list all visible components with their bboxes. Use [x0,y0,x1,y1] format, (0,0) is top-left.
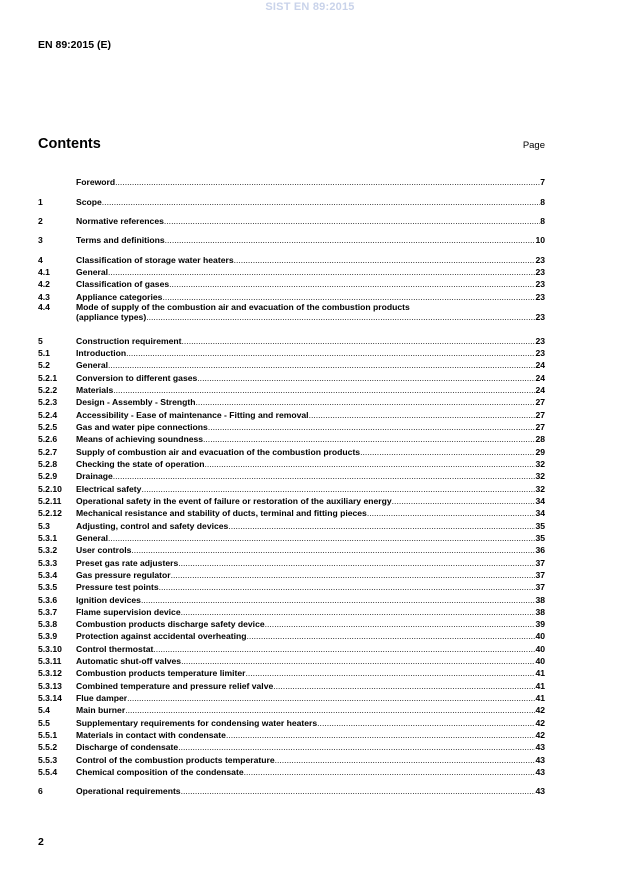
toc-entry[interactable] [38,617,545,629]
toc-leader-dots [181,786,536,796]
toc-entry[interactable] [38,444,545,456]
toc-entry-number: 5.2.6 [38,434,58,445]
toc-entry-number: 2 [38,215,43,226]
toc-entry-page: 42 [535,717,545,728]
page-number: 2 [38,836,44,848]
toc-entry[interactable] [38,494,545,506]
toc-entry-page: 23 [535,266,545,277]
toc-leader-dots [197,373,535,383]
toc-entry-page: 23 [535,347,545,358]
toc-entry-title: Chemical composition of the condensate [76,767,244,778]
toc-leader-dots [203,434,535,444]
toc-entry-page: 23 [535,291,545,302]
toc-leader-dots [141,484,535,494]
toc-entry-title: Classification of gases [76,279,170,290]
toc-leader-dots [317,718,535,728]
toc-leader-dots [204,459,535,469]
toc-leader-dots [113,471,536,481]
toc-entry-page: 42 [535,705,545,716]
toc-entry[interactable] [38,543,545,555]
toc-entry-title: Normative references [76,215,164,226]
toc-leader-dots [108,267,535,277]
toc-leader-dots [141,595,535,605]
toc-entry-page: 37 [535,582,545,593]
toc-entry-number: 5.3.13 [38,680,62,691]
toc-entry[interactable] [38,678,545,690]
toc-entry-number: 4.4 [38,301,50,312]
toc-leader-dots [115,177,540,187]
toc-leader-dots [226,730,535,740]
toc-entry-title: Conversion to different gases [76,372,198,383]
toc-entry-number: 5 [38,335,43,346]
toc-entry[interactable] [38,265,545,277]
toc-entry[interactable] [38,531,545,543]
toc-leader-dots [153,644,535,654]
toc-entry-number: 5.5 [38,717,50,728]
toc-entry-title: Combustion products temperature limiter [76,668,246,679]
toc-leader-dots [178,558,535,568]
toc-entry-number: 6 [38,786,43,797]
toc-entry-page: 32 [535,458,545,469]
toc-entry[interactable] [38,277,545,289]
toc-entry-number: 4.3 [38,291,50,302]
toc-entry-number: 5.3 [38,520,50,531]
toc-entry[interactable] [38,715,545,727]
toc-entry[interactable] [38,592,545,604]
toc-entry[interactable] [38,469,545,481]
toc-entry[interactable] [38,728,545,740]
toc-entry-title: Supply of combustion air and evacuation of the combustion products [76,446,361,457]
toc-entry[interactable] [38,752,545,764]
toc-leader-dots [127,693,535,703]
toc-entry-number: 5.5.3 [38,754,58,765]
toc-entry-page: 41 [535,680,545,691]
toc-entry[interactable] [38,333,545,345]
toc-entry[interactable] [38,518,545,530]
toc-entry[interactable] [38,214,545,226]
document-id: EN 89:2015 (E) [38,39,111,51]
toc-leader-dots [234,255,536,265]
toc-leader-dots [309,410,536,420]
toc-entry-title: Control of the combustion products temperature [76,754,275,765]
toc-entry[interactable] [38,605,545,617]
toc-entry[interactable] [38,289,545,301]
toc-entry-number: 5.5.1 [38,730,58,741]
toc-leader-dots [196,397,536,407]
toc-entry-number: 1 [38,196,43,207]
toc-entry-number: 5.3.10 [38,643,62,654]
toc-entry-number: 4.2 [38,279,50,290]
toc-entry-title: Checking the state of operation [76,458,205,469]
toc-entry-number: 5.3.5 [38,582,58,593]
toc-leader-dots [182,336,536,346]
toc-entry-page: 23 [535,254,545,265]
toc-entry-number: 5.2.12 [38,508,62,519]
toc-entry-title: User controls [76,545,132,556]
toc-entry-title: Gas and water pipe connections [76,421,208,432]
toc-entry[interactable] [38,252,545,264]
toc-entry[interactable] [38,175,545,187]
toc-entry-title: Terms and definitions [76,235,165,246]
toc-entry-page: 32 [535,483,545,494]
toc-entry-page: 10 [535,235,545,246]
toc-leader-dots [275,755,536,765]
toc-entry-title: Pressure test points [76,582,159,593]
toc-entry-number: 5.5.4 [38,767,58,778]
toc-entry-title: Supplementary requirements for condensing water heaters [76,717,318,728]
toc-entry[interactable] [38,432,545,444]
toc-entry-page: 36 [535,545,545,556]
toc-entry-page: 32 [535,471,545,482]
toc-entry-title: Control thermostat [76,643,154,654]
toc-entry-number: 5.3.3 [38,557,58,568]
toc-entry-number: 5.2.4 [38,409,58,420]
toc-entry-number: 5.4 [38,705,50,716]
toc-entry-title: Introduction [76,347,127,358]
toc-leader-dots [165,235,536,245]
toc-leader-dots [208,422,536,432]
toc-entry-title: Appliance categories [76,291,163,302]
toc-entry-number: 5.3.7 [38,606,58,617]
toc-leader-dots [367,508,536,518]
toc-leader-dots [113,385,535,395]
toc-leader-dots [146,312,535,322]
toc-leader-dots [265,619,536,629]
toc-entry-title: Materials in contact with condensate [76,730,226,741]
toc-leader-dots [246,668,536,678]
toc-entry-page: 40 [535,656,545,667]
toc-entry-number: 5.2.9 [38,471,58,482]
toc-entry[interactable] [38,703,545,715]
toc-entry-title: Construction requirement [76,335,182,346]
toc-entry-page: 37 [535,557,545,568]
toc-leader-dots [392,496,536,506]
toc-entry-title: Drainage [76,471,113,482]
toc-entry-number: 5.3.9 [38,631,58,642]
toc-entry-page: 43 [535,742,545,753]
toc-entry[interactable] [38,691,545,703]
toc-entry-number: 5.3.1 [38,532,58,543]
toc-entry[interactable] [38,641,545,653]
toc-entry-page: 28 [535,434,545,445]
toc-entry-title: Materials [76,384,114,395]
toc-entry-page: 27 [535,397,545,408]
toc-entry-page: 23 [535,311,545,322]
toc-entry-page: 39 [535,619,545,630]
toc-entry-number: 5.2.5 [38,421,58,432]
toc-entry-page: 41 [535,668,545,679]
toc-entry-page: 7 [540,177,545,188]
toc-entry-title: Preset gas rate adjusters [76,557,179,568]
toc-entry-title-continuation: (appliance types) [76,311,147,322]
toc-leader-dots [162,292,535,302]
toc-leader-dots [108,533,535,543]
toc-entry-page: 42 [535,730,545,741]
toc-entry-number: 5.3.14 [38,693,62,704]
toc-leader-dots [247,631,536,641]
toc-entry-page: 40 [535,631,545,642]
toc-entry-number: 3 [38,235,43,246]
toc-entry-number: 5.2.7 [38,446,58,457]
toc-entry[interactable] [38,740,545,752]
toc-entry-title: Gas pressure regulator [76,569,171,580]
toc-leader-dots [102,197,540,207]
toc-entry-title: Accessibility - Ease of maintenance - Fitting and removal [76,409,309,420]
toc-leader-dots [360,447,535,457]
toc-entry-title: General [76,532,109,543]
toc-entry-page: 43 [535,754,545,765]
toc-entry[interactable] [38,302,545,327]
toc-entry-number: 5.1 [38,347,50,358]
toc-entry-title: Design - Assembly - Strength [76,397,196,408]
toc-entry-number: 5.3.12 [38,668,62,679]
toc-entry-number: 5.2.10 [38,483,62,494]
toc-entry-title: Combined temperature and pressure relief valve [76,680,274,691]
toc-entry[interactable] [38,481,545,493]
toc-entry[interactable] [38,358,545,370]
toc-entry[interactable] [38,555,545,567]
toc-entry[interactable] [38,457,545,469]
toc-leader-dots [108,360,535,370]
toc-entry[interactable] [38,784,545,796]
toc-entry-page: 24 [535,360,545,371]
page-column-label: Page [522,140,545,151]
toc-entry-title: Flue damper [76,693,128,704]
toc-leader-dots [181,607,536,617]
toc-entry-title: Mechanical resistance and stability of ducts, terminal and fitting pieces [76,508,367,519]
toc-entry-title: Foreword [76,177,116,188]
toc-entry-title: Adjusting, control and safety devices [76,520,229,531]
toc-leader-dots [131,545,535,555]
toc-leader-dots [181,656,535,666]
toc-entry[interactable] [38,383,545,395]
toc-leader-dots [228,521,535,531]
toc-entry-page: 8 [540,196,545,207]
toc-entry[interactable] [38,194,545,206]
toc-entry[interactable] [38,580,545,592]
toc-leader-dots [273,681,535,691]
toc-entry-number: 5.3.2 [38,545,58,556]
toc-entry[interactable] [38,654,545,666]
toc-entry-title: Classification of storage water heaters [76,254,234,265]
toc-entry-number: 4.1 [38,266,50,277]
toc-entry-title: Flame supervision device [76,606,181,617]
toc-entry-page: 27 [535,421,545,432]
toc-entry-number: 5.2.3 [38,397,58,408]
toc-entry[interactable] [38,568,545,580]
toc-entry-page: 34 [535,508,545,519]
toc-entry-page: 40 [535,643,545,654]
toc-entry-number: 5.3.4 [38,569,58,580]
toc-entry-title: Protection against accidental overheating [76,631,247,642]
toc-entry-page: 8 [540,215,545,226]
toc-entry[interactable] [38,420,545,432]
toc-entry-number: 5.2.8 [38,458,58,469]
toc-entry-page: 37 [535,569,545,580]
toc-entry-number: 5.2.2 [38,384,58,395]
toc-leader-dots [159,582,536,592]
toc-entry[interactable] [38,629,545,641]
toc-entry[interactable] [38,666,545,678]
toc-entry[interactable] [38,765,545,777]
toc-entry-page: 34 [535,495,545,506]
toc-entry-page: 29 [535,446,545,457]
toc-entry-page: 23 [535,335,545,346]
toc-entry-title: Automatic shut-off valves [76,656,182,667]
toc-entry[interactable] [38,395,545,407]
toc-entry-title: Main burner [76,705,126,716]
toc-entry-number: 5.5.2 [38,742,58,753]
toc-entry-page: 27 [535,409,545,420]
toc-entry-title: Combustion products discharge safety device [76,619,265,630]
toc-entry-title: Operational requirements [76,786,181,797]
toc-entry-page: 38 [535,606,545,617]
toc-entry-number: 5.2.11 [38,495,62,506]
table-of-contents [38,175,545,796]
toc-leader-dots [244,767,536,777]
toc-entry-title: Discharge of condensate [76,742,179,753]
toc-entry[interactable] [38,346,545,358]
toc-entry[interactable] [38,233,545,245]
toc-leader-dots [126,348,535,358]
toc-entry-page: 35 [535,532,545,543]
toc-entry[interactable] [38,506,545,518]
toc-entry-title: Operational safety in the event of failure or restoration of the auxiliary energy [76,495,392,506]
toc-entry-title: Ignition devices [76,594,141,605]
toc-entry-page: 43 [535,767,545,778]
toc-entry-title: Means of achieving soundness [76,434,204,445]
toc-entry-title: Mode of supply of the combustion air and evacuation of the combustion products [76,301,410,312]
toc-entry[interactable] [38,407,545,419]
toc-entry-number: 5.2 [38,360,50,371]
toc-entry-page: 38 [535,594,545,605]
toc-entry-number: 5.3.8 [38,619,58,630]
toc-leader-dots [164,216,540,226]
toc-entry-number: 5.3.11 [38,656,62,667]
toc-entry-page: 35 [535,520,545,531]
toc-leader-dots [125,705,535,715]
toc-leader-dots [171,570,536,580]
toc-entry-page: 43 [535,786,545,797]
contents-title: Contents [38,136,101,152]
toc-entry-number: 5.2.1 [38,372,58,383]
watermark: SIST EN 89:2015 [265,1,355,13]
toc-entry-number: 4 [38,254,43,265]
toc-entry-page: 24 [535,384,545,395]
toc-entry-number: 5.3.6 [38,594,58,605]
toc-entry-page: 24 [535,372,545,383]
toc-entry-title: General [76,360,109,371]
toc-entry-page: 41 [535,693,545,704]
toc-entry-page: 23 [535,279,545,290]
toc-entry[interactable] [38,370,545,382]
toc-entry-title: General [76,266,109,277]
toc-entry-title: Scope [76,196,102,207]
toc-leader-dots [178,742,535,752]
toc-entry-title: Electrical safety [76,483,142,494]
toc-leader-dots [169,279,535,289]
